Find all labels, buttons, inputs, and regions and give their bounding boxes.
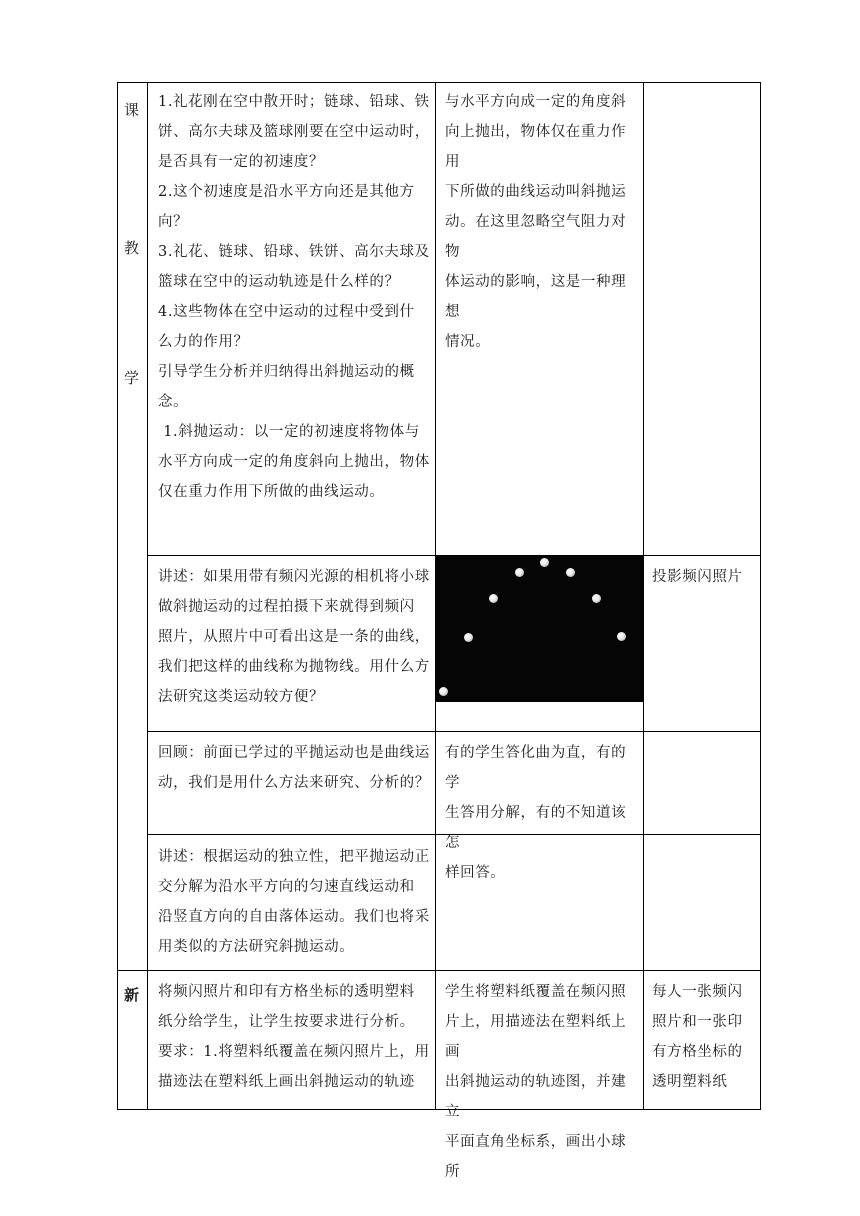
text-line: 么力的作用？ — [158, 334, 249, 350]
table-row-divider-4 — [117, 970, 761, 971]
side-label-xue: 学 — [124, 369, 140, 387]
table-border-left — [117, 82, 118, 1110]
text-line: 与水平方向成一定的角度斜 — [445, 94, 627, 110]
text-line: 纸分给学生，让学生按要求进行分析。 — [158, 1014, 415, 1030]
row1-teacher-activity — [158, 87, 434, 507]
text-line: 投影频闪照片 — [652, 569, 743, 585]
text-line: 下所做的曲线运动叫斜抛运 — [445, 184, 627, 200]
text-line: 2.这个初速度是沿水平方向还是其他方 — [158, 184, 415, 200]
ball — [439, 687, 448, 696]
row5-teacher-activity — [158, 977, 434, 1097]
text-line: 学生将塑料纸覆盖在频闪照 — [445, 984, 627, 1000]
row1-student-activity — [445, 87, 641, 357]
text-line: 我们把这样的曲线称为抛物线。用什么方 — [158, 659, 430, 675]
row4-teacher-activity — [158, 842, 434, 962]
text-line: 描迹法在塑料纸上画出斜抛运动的轨迹 — [158, 1074, 415, 1090]
text-line: 饼、高尔夫球及篮球刚要在空中运动时， — [158, 124, 430, 140]
ball — [566, 568, 575, 577]
ball — [464, 633, 473, 642]
row3-student-activity — [445, 738, 641, 888]
text-line: 有方格坐标的 — [652, 1044, 743, 1060]
ball — [540, 558, 549, 567]
text-line: 做斜抛运动的过程拍摄下来就得到频闪 — [158, 599, 415, 615]
table-col-divider-1 — [147, 82, 148, 1110]
text-line: 情况。 — [445, 334, 491, 350]
text-line: 沿竖直方向的自由落体运动。我们也将采 — [158, 909, 430, 925]
text-line: 交分解为沿水平方向的匀速直线运动和 — [158, 879, 415, 895]
table-border-top — [117, 82, 761, 83]
text-line: 3.礼花、链球、铅球、铁饼、高尔夫球及 — [158, 244, 430, 260]
ball — [617, 632, 626, 641]
text-line: 生答用分解，有的不知道该怎 — [445, 805, 627, 851]
text-line: 水平方向成一定的角度斜向上抛出，物体 — [158, 454, 430, 470]
text-line: 用类似的方法研究斜抛运动。 — [158, 939, 355, 955]
ball — [489, 594, 498, 603]
side-label-xin: 新 — [124, 986, 140, 1004]
text-line: 样回答。 — [445, 865, 506, 881]
side-label-jiao: 教 — [124, 239, 140, 257]
text-line: 仅在重力作用下所做的曲线运动。 — [158, 484, 385, 500]
ball — [592, 594, 601, 603]
table-row-divider-2 — [147, 731, 761, 732]
ball — [515, 568, 524, 577]
text-line: 是否具有一定的初速度？ — [158, 154, 325, 170]
text-line: 向上抛出，物体仅在重力作用 — [445, 124, 627, 170]
text-line: 照片和一张印 — [652, 1014, 743, 1030]
row5-student-activity — [445, 977, 641, 1187]
text-line: 念。 — [158, 394, 189, 410]
text-line: 篮球在空中的运动轨迹是什么样的？ — [158, 274, 400, 290]
text-line: 讲述：根据运动的独立性，把平抛运动正 — [158, 849, 430, 865]
text-line: 讲述：如果用带有频闪光源的相机将小球 — [158, 569, 430, 585]
text-line: 向？ — [158, 214, 189, 230]
text-line: 回顾：前面已学过的平抛运动也是曲线运 — [158, 745, 430, 761]
text-line: 透明塑料纸 — [652, 1074, 728, 1090]
text-line: 出斜抛运动的轨迹图，并建立 — [445, 1074, 627, 1120]
text-line: 片上，用描迹法在塑料纸上画 — [445, 1014, 627, 1060]
text-line: 1.斜抛运动：以一定的初速度将物体与 — [158, 424, 420, 440]
side-label-ke: 课 — [124, 101, 140, 119]
text-line: 动，我们是用什么方法来研究、分析的？ — [158, 775, 430, 791]
row2-notes — [652, 562, 758, 592]
row5-materials — [652, 977, 758, 1097]
text-line: 4.这些物体在空中运动的过程中受到什 — [158, 304, 415, 320]
text-line: 每人一张频闪 — [652, 984, 743, 1000]
text-line: 引导学生分析并归纳得出斜抛运动的概 — [158, 364, 415, 380]
text-line: 体运动的影响，这是一种理想 — [445, 274, 627, 320]
text-line: 平面直角坐标系，画出小球所 — [445, 1134, 627, 1180]
text-line: 1.礼花刚在空中散开时；链球、铅球、铁 — [158, 94, 430, 110]
table-border-right — [760, 82, 761, 1110]
text-line: 将频闪照片和印有方格坐标的透明塑料 — [158, 984, 415, 1000]
text-line: 法研究这类运动较方便？ — [158, 689, 325, 705]
text-line: 要求：1.将塑料纸覆盖在频闪照片上，用 — [158, 1044, 430, 1060]
row2-teacher-activity — [158, 562, 434, 712]
text-line: 有的学生答化曲为直，有的学 — [445, 745, 627, 791]
strobe-photo — [436, 556, 644, 702]
row3-teacher-activity — [158, 738, 434, 798]
text-line: 动。在这里忽略空气阻力对物 — [445, 214, 627, 260]
text-line: 照片，从照片中可看出这是一条的曲线， — [158, 629, 430, 645]
table-border-bottom — [117, 1109, 761, 1110]
